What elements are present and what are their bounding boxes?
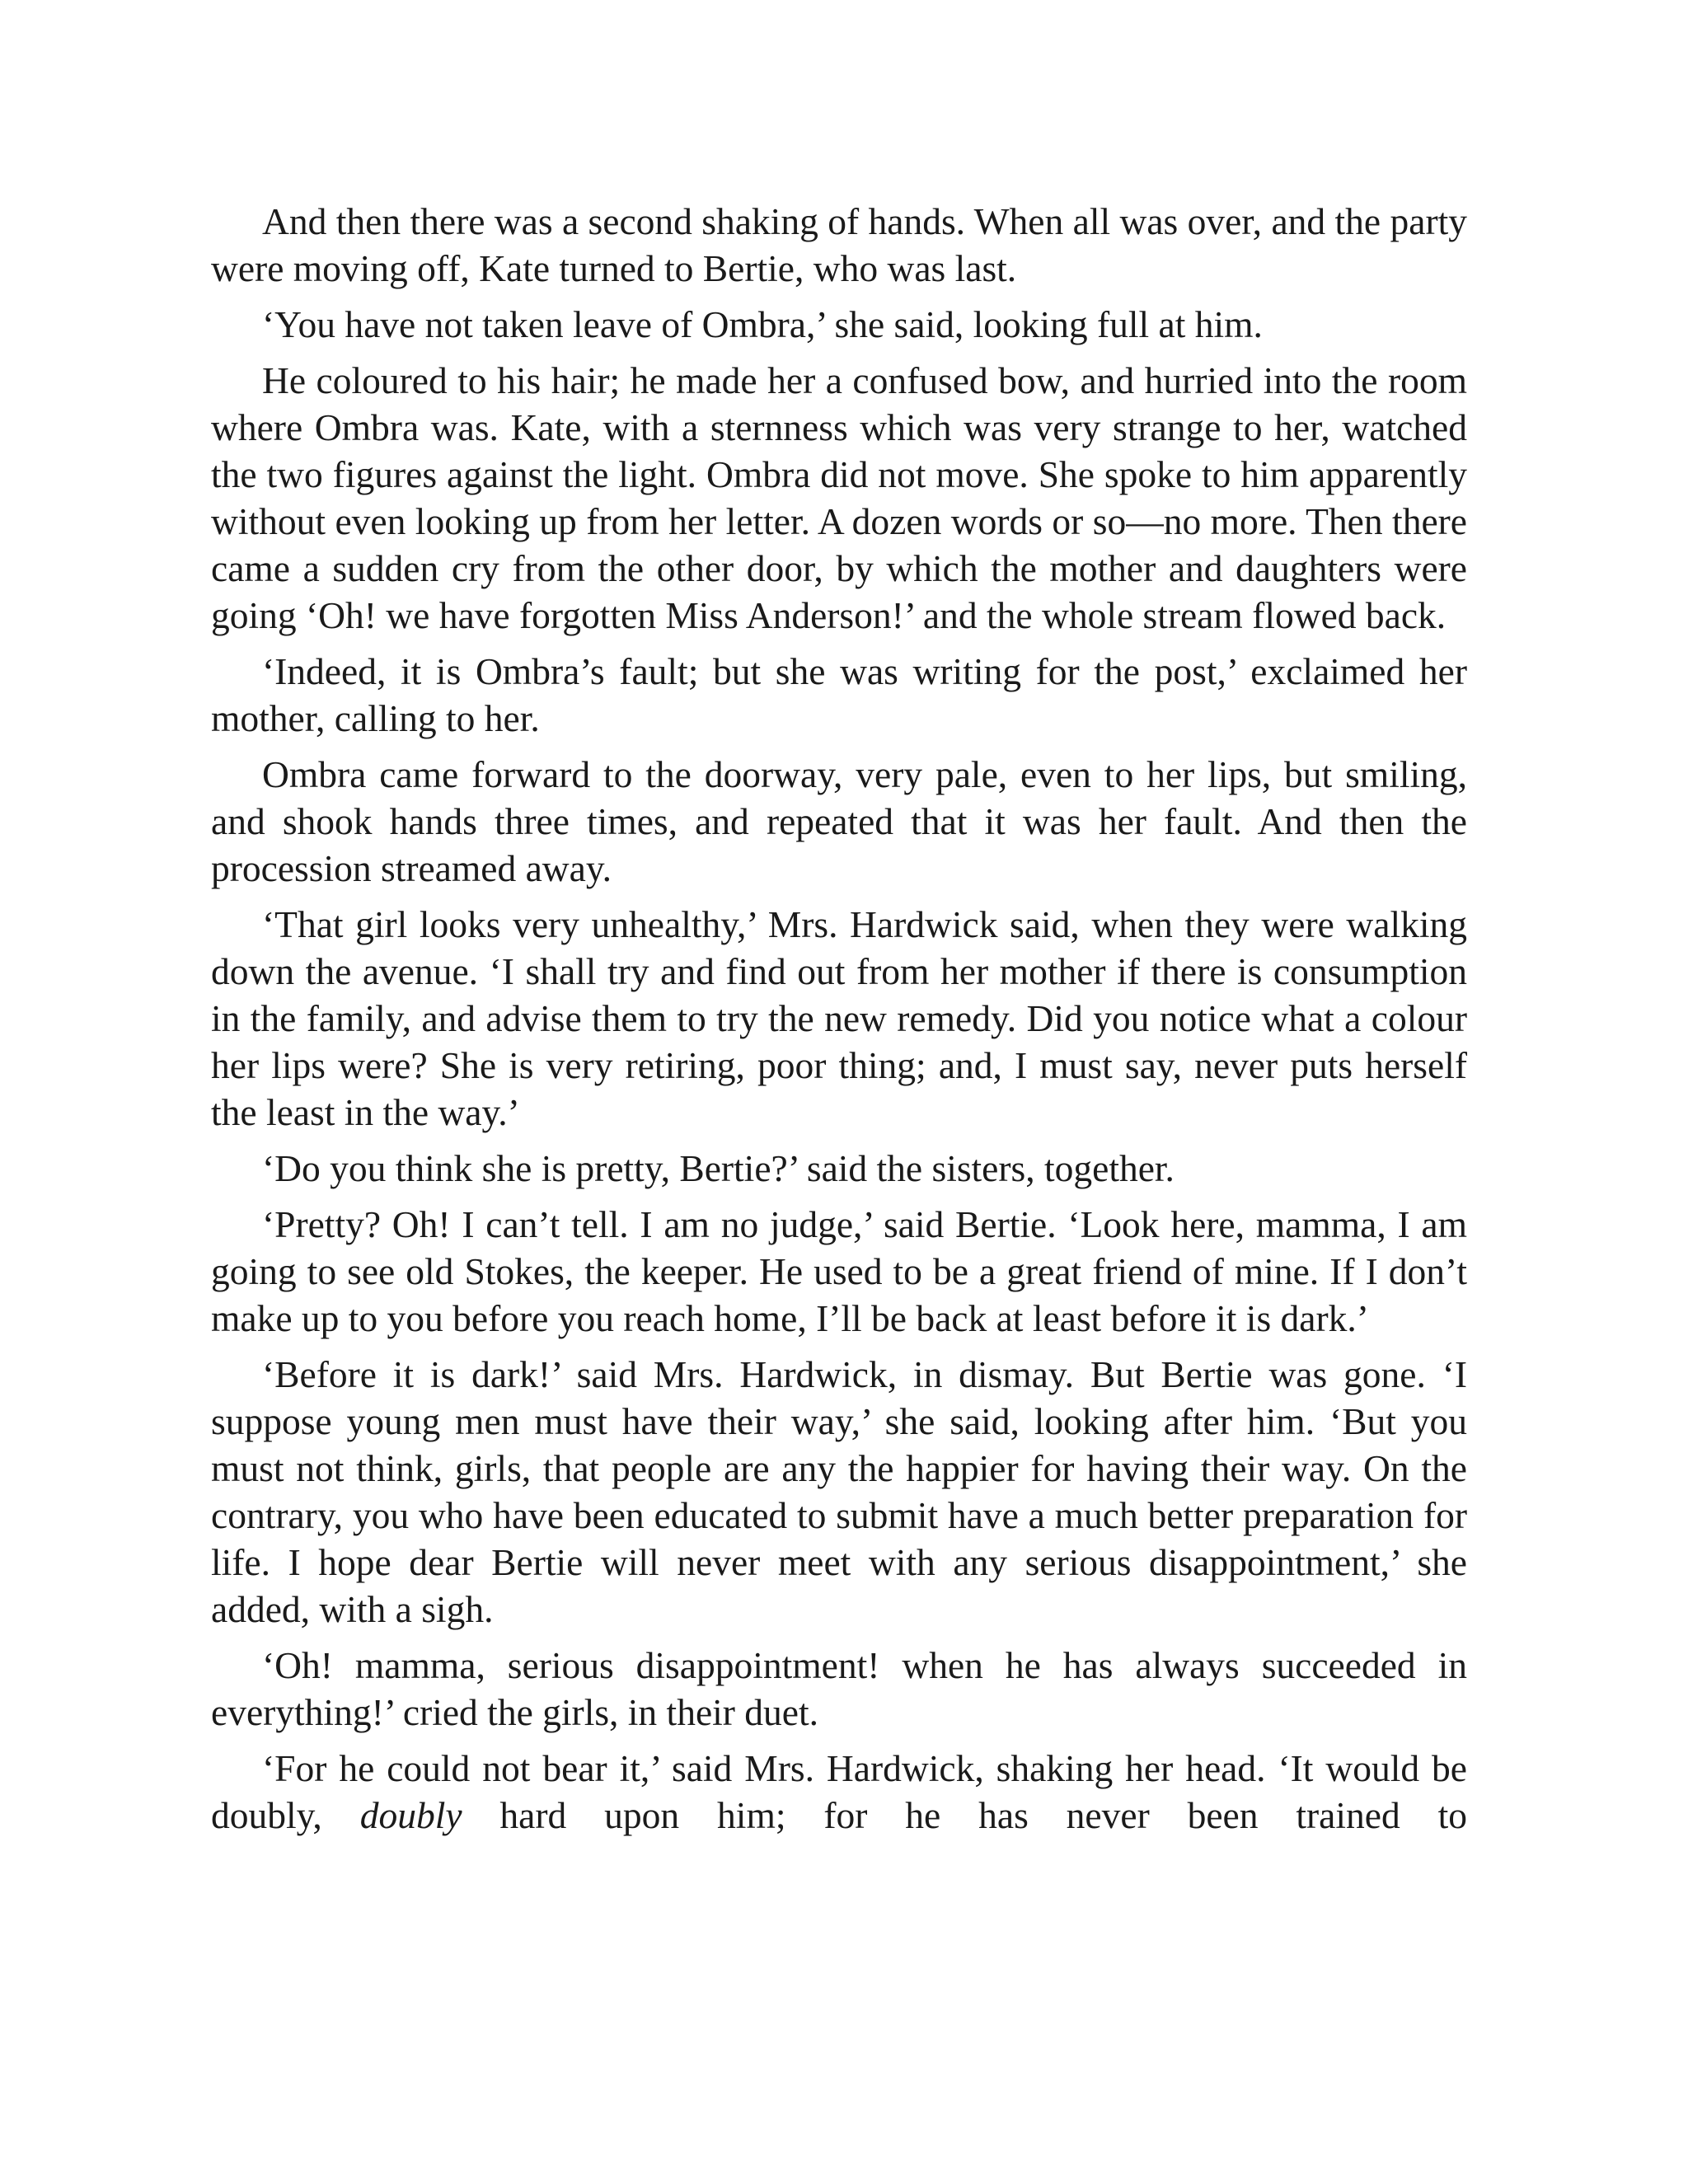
paragraph: ‘Pretty? Oh! I can’t tell. I am no judge,’ said Bertie. ‘Look here, mamma, I am going to see old Stokes, the keeper. He used to be a great friend of mine. If I don’t make up to you before you reach home, I’ll be back at least before it is dark.’: [211, 1203, 1467, 1339]
paragraph-final: [211, 1745, 1467, 1839]
paragraph: He coloured to his hair; he made her a confused bow, and hurried into the room where Ombra was. Kate, with a sternness which was very strange to her, watched the two figures against the light. Ombra did not move. She spoke to him apparently without even looking up from her letter. A dozen words or so—no more. Then there came a sudden cry from the other door, by which the mother and daughters were going ‘Oh! we have forgotten Miss Anderson!’ and the whole stream flowed back.: [211, 359, 1467, 636]
emphasis-text: doubly: [359, 1794, 462, 1836]
book-page: [211, 198, 1467, 1848]
paragraph: ‘Before it is dark!’ said Mrs. Hardwick, in dismay. But Bertie was gone. ‘I suppose young men must have their way,’ she said, looking after him. ‘But you must not think, girls, that people are any the happier for having their way. On the contrary, you who have been educated to submit have a much better preparation for life. I hope dear Bertie will never meet with any serious disappointment,’ she added, with a sigh.: [211, 1353, 1467, 1630]
paragraph: ‘Do you think she is pretty, Bertie?’ said the sisters, together.: [262, 1147, 1175, 1189]
paragraph: Ombra came forward to the doorway, very pale, even to her lips, but smiling, and shook hands three times, and repeated that it was her fault. And then the procession streamed away.: [211, 753, 1467, 889]
paragraph: ‘That girl looks very unhealthy,’ Mrs. Hardwick said, when they were walking down the avenue. ‘I shall try and find out from her mother if there is consumption in the family, and advise them to try the new remedy. Did you notice what a colour her lips were? She is very retiring, poor thing; and, I must say, never puts herself the least in the way.’: [211, 903, 1467, 1133]
paragraph: ‘Indeed, it is Ombra’s fault; but she was writing for the post,’ exclaimed her mother, calling to her.: [211, 650, 1467, 739]
paragraph: And then there was a second shaking of hands. When all was over, and the party were moving off, Kate turned to Bertie, who was last.: [211, 200, 1467, 289]
final-paragraph-start: ‘For he could not bear it,’ said Mrs. Hardwick, shaking her head. ‘It would be doubly,: [211, 1747, 1467, 1836]
paragraph: ‘Oh! mamma, serious disappointment! when he has always succeeded in everything!’ cried the girls, in their duet.: [211, 1644, 1467, 1733]
paragraph: ‘You have not taken leave of Ombra,’ she said, looking full at him.: [262, 303, 1263, 345]
final-paragraph-end: hard upon him; for he has never been trained to: [462, 1794, 1467, 1836]
